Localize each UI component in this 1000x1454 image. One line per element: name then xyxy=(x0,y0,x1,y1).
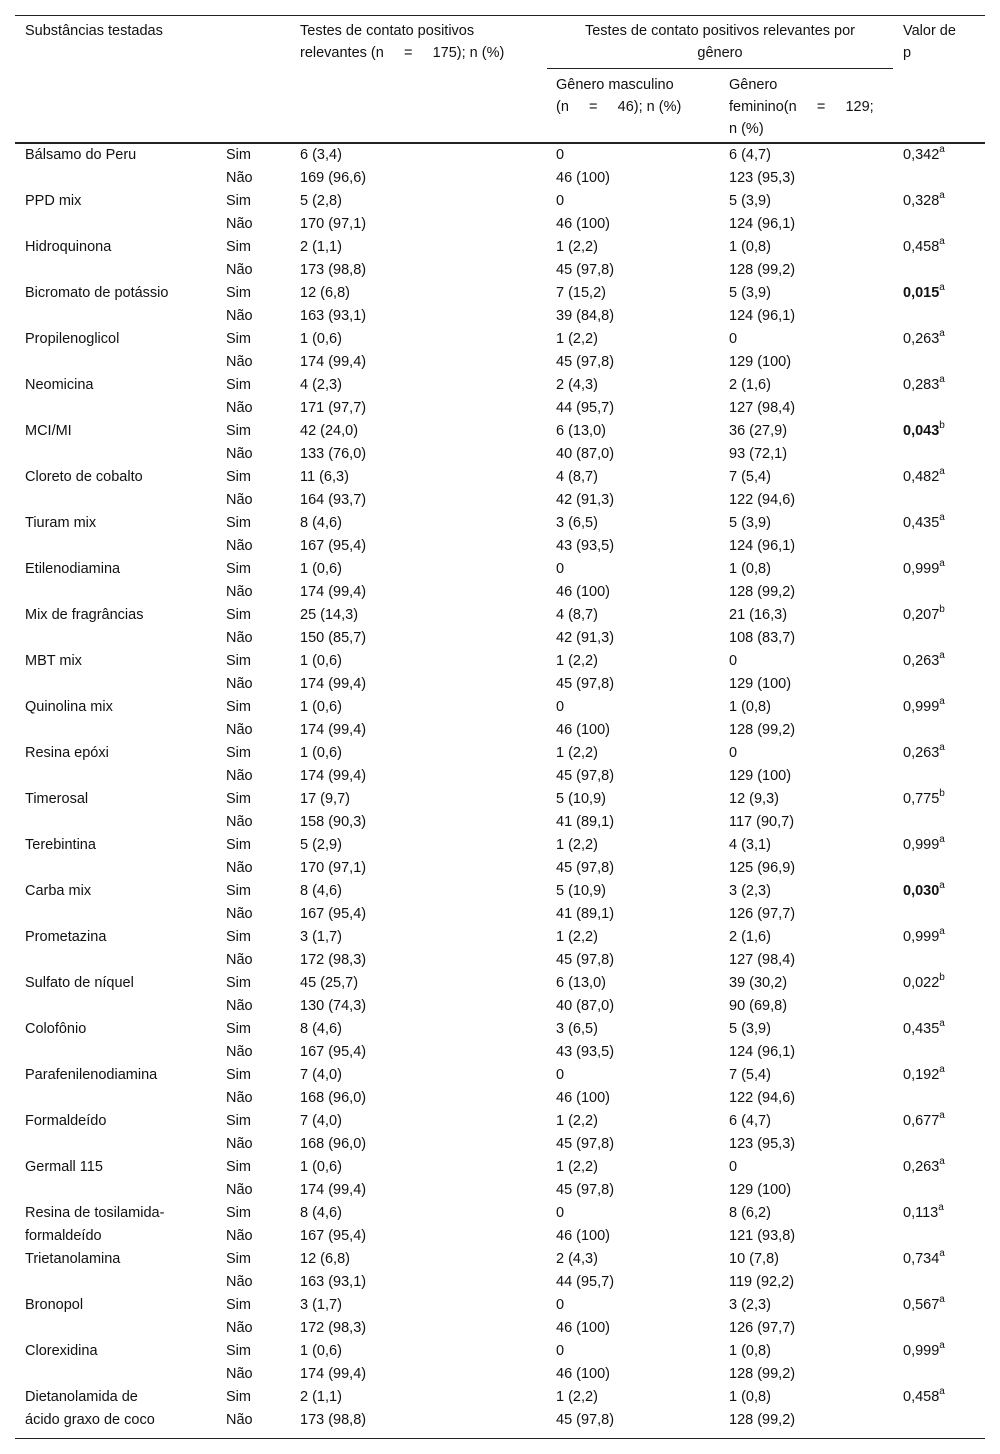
substance-name: Resina de tosilamida- formaldeído xyxy=(25,1205,165,1244)
table-row xyxy=(0,972,1000,1018)
female-values: 2 (1,6) 127 (98,4) xyxy=(729,377,796,416)
table-row xyxy=(0,558,1000,604)
male-values: 2 (4,3) 44 (95,7) xyxy=(556,1251,615,1290)
p-value: 0,113$^a$ xyxy=(903,1202,944,1221)
answer-labels: Sim Não xyxy=(226,607,253,646)
table-row xyxy=(0,1340,1000,1386)
table-row xyxy=(0,236,1000,282)
female-values: 5 (3,9) 124 (96,1) xyxy=(729,1021,796,1060)
female-values: 5 (3,9) 124 (96,1) xyxy=(729,193,796,232)
p-value: 0,263$^a$ xyxy=(903,1156,945,1175)
table-row xyxy=(0,1202,1000,1248)
table-row xyxy=(0,190,1000,236)
answer-labels: Sim Não xyxy=(226,1021,253,1060)
header-group-rule xyxy=(547,68,893,69)
female-values: 6 (4,7) 123 (95,3) xyxy=(729,147,796,186)
female-values: 0 129 (100) xyxy=(729,331,792,370)
male-values: 3 (6,5) 43 (93,5) xyxy=(556,515,615,554)
table-row xyxy=(0,880,1000,926)
substance-name: Neomicina xyxy=(25,377,94,393)
p-value: 0,567$^a$ xyxy=(903,1294,945,1313)
female-values: 1 (0,8) 128 (99,2) xyxy=(729,1389,796,1428)
substance-name: Quinolina mix xyxy=(25,699,113,715)
substance-name: Bronopol xyxy=(25,1297,84,1313)
header-female: Gênero feminino(n = 129; n (%) xyxy=(729,77,874,137)
p-value: 0,482$^a$ xyxy=(903,466,945,485)
male-values: 0 46 (100) xyxy=(556,193,611,232)
table-top-rule xyxy=(15,15,985,16)
total-values: 45 (25,7) 130 (74,3) xyxy=(300,975,367,1014)
table-row xyxy=(0,282,1000,328)
female-values: 1 (0,8) 128 (99,2) xyxy=(729,1343,796,1382)
p-value: 0,263$^a$ xyxy=(903,742,945,761)
total-values: 6 (3,4) 169 (96,6) xyxy=(300,147,367,186)
total-values: 4 (2,3) 171 (97,7) xyxy=(300,377,367,416)
female-values: 21 (16,3) 108 (83,7) xyxy=(729,607,796,646)
female-values: 1 (0,8) 128 (99,2) xyxy=(729,239,796,278)
table-row xyxy=(0,834,1000,880)
total-values: 7 (4,0) 168 (96,0) xyxy=(300,1113,367,1152)
male-values: 1 (2,2) 45 (97,8) xyxy=(556,745,615,784)
male-values: 5 (10,9) 41 (89,1) xyxy=(556,791,615,830)
header-total: Testes de contato positivos relevantes (n = 175); n (%) xyxy=(300,23,505,61)
substance-name: Bicromato de potássio xyxy=(25,285,169,301)
answer-labels: Sim Não xyxy=(226,745,253,784)
total-values: 5 (2,8) 170 (97,1) xyxy=(300,193,367,232)
total-values: 3 (1,7) 172 (98,3) xyxy=(300,1297,367,1336)
female-values: 0 129 (100) xyxy=(729,1159,792,1198)
substance-name: Formaldeído xyxy=(25,1113,107,1129)
table-row xyxy=(0,1294,1000,1340)
table-row xyxy=(0,512,1000,558)
table-row xyxy=(0,604,1000,650)
total-values: 7 (4,0) 168 (96,0) xyxy=(300,1067,367,1106)
male-values: 7 (15,2) 39 (84,8) xyxy=(556,285,615,324)
answer-labels: Sim Não xyxy=(226,1067,253,1106)
answer-labels: Sim Não xyxy=(226,1343,253,1382)
table-row xyxy=(0,1064,1000,1110)
female-values: 12 (9,3) 117 (90,7) xyxy=(729,791,795,830)
substance-name: Cloreto de cobalto xyxy=(25,469,143,485)
substance-name: Prometazina xyxy=(25,929,107,945)
p-value: 0,207$^b$ xyxy=(903,604,945,623)
answer-labels: Sim Não xyxy=(226,929,253,968)
table-row xyxy=(0,650,1000,696)
substance-name: Clorexidina xyxy=(25,1343,98,1359)
male-values: 1 (2,2) 45 (97,8) xyxy=(556,837,615,876)
table-row xyxy=(0,466,1000,512)
answer-labels: Sim Não xyxy=(226,469,253,508)
substance-name: Resina epóxi xyxy=(25,745,109,761)
total-values: 1 (0,6) 174 (99,4) xyxy=(300,561,367,600)
answer-labels: Sim Não xyxy=(226,423,253,462)
total-values: 1 (0,6) 174 (99,4) xyxy=(300,1343,367,1382)
answer-labels: Sim Não xyxy=(226,653,253,692)
male-values: 1 (2,2) 45 (97,8) xyxy=(556,1113,615,1152)
p-value: 0,999$^a$ xyxy=(903,926,945,945)
total-values: 42 (24,0) 133 (76,0) xyxy=(300,423,367,462)
male-values: 0 46 (100) xyxy=(556,1343,611,1382)
p-value: 0,030$^a$ xyxy=(903,880,945,899)
total-values: 1 (0,6) 174 (99,4) xyxy=(300,331,367,370)
table-row xyxy=(0,1248,1000,1294)
table-row xyxy=(0,788,1000,834)
p-value: 0,458$^a$ xyxy=(903,1386,945,1405)
total-values: 12 (6,8) 163 (93,1) xyxy=(300,285,367,324)
p-value: 0,263$^a$ xyxy=(903,650,945,669)
table-bottom-rule xyxy=(15,1438,985,1439)
substance-name: Etilenodiamina xyxy=(25,561,121,577)
female-values: 1 (0,8) 128 (99,2) xyxy=(729,561,796,600)
substance-name: Timerosal xyxy=(25,791,89,807)
p-value: 0,435$^a$ xyxy=(903,512,945,531)
female-values: 1 (0,8) 128 (99,2) xyxy=(729,699,796,738)
female-values: 7 (5,4) 122 (94,6) xyxy=(729,469,796,508)
male-values: 0 46 (100) xyxy=(556,1067,611,1106)
female-values: 39 (30,2) 90 (69,8) xyxy=(729,975,788,1014)
substance-name: MBT mix xyxy=(25,653,82,669)
male-values: 6 (13,0) 40 (87,0) xyxy=(556,975,615,1014)
male-values: 1 (2,2) 45 (97,8) xyxy=(556,239,615,278)
answer-labels: Sim Não xyxy=(226,1159,253,1198)
male-values: 3 (6,5) 43 (93,5) xyxy=(556,1021,615,1060)
table-row xyxy=(0,1018,1000,1064)
female-values: 5 (3,9) 124 (96,1) xyxy=(729,515,796,554)
female-values: 6 (4,7) 123 (95,3) xyxy=(729,1113,796,1152)
female-values: 36 (27,9) 93 (72,1) xyxy=(729,423,788,462)
female-values: 0 129 (100) xyxy=(729,653,792,692)
substance-name: Trietanolamina xyxy=(25,1251,121,1267)
substance-name: Sulfato de níquel xyxy=(25,975,134,991)
answer-labels: Sim Não xyxy=(226,1297,253,1336)
table-row xyxy=(0,374,1000,420)
male-values: 0 46 (100) xyxy=(556,561,611,600)
p-value: 0,999$^a$ xyxy=(903,1340,945,1359)
substance-name: Colofônio xyxy=(25,1021,87,1037)
male-values: 0 46 (100) xyxy=(556,1297,611,1336)
header-male: Gênero masculino (n = 46); n (%) xyxy=(556,77,682,115)
p-value: 0,342$^a$ xyxy=(903,144,945,163)
header-substances: Substâncias testadas xyxy=(25,23,163,39)
total-values: 5 (2,9) 170 (97,1) xyxy=(300,837,367,876)
total-values: 2 (1,1) 173 (98,8) xyxy=(300,1389,367,1428)
p-value: 0,192$^a$ xyxy=(903,1064,945,1083)
male-values: 4 (8,7) 42 (91,3) xyxy=(556,469,615,508)
p-value: 0,022$^b$ xyxy=(903,972,945,991)
header-p-value: Valor de p xyxy=(903,23,956,61)
substance-name: Mix de fragrâncias xyxy=(25,607,144,623)
male-values: 6 (13,0) 40 (87,0) xyxy=(556,423,615,462)
total-values: 12 (6,8) 163 (93,1) xyxy=(300,1251,367,1290)
table-row xyxy=(0,420,1000,466)
answer-labels: Sim Não xyxy=(226,1205,253,1244)
p-value: 0,775$^b$ xyxy=(903,788,945,807)
answer-labels: Sim Não xyxy=(226,515,253,554)
p-value: 0,328$^a$ xyxy=(903,190,945,209)
female-values: 4 (3,1) 125 (96,9) xyxy=(729,837,796,876)
answer-labels: Sim Não xyxy=(226,1389,253,1428)
total-values: 1 (0,6) 174 (99,4) xyxy=(300,1159,367,1198)
p-value: 0,999$^a$ xyxy=(903,558,945,577)
total-values: 1 (0,6) 174 (99,4) xyxy=(300,653,367,692)
substance-name: PPD mix xyxy=(25,193,82,209)
male-values: 2 (4,3) 44 (95,7) xyxy=(556,377,615,416)
female-values: 5 (3,9) 124 (96,1) xyxy=(729,285,796,324)
p-value: 0,263$^a$ xyxy=(903,328,945,347)
male-values: 0 46 (100) xyxy=(556,1205,611,1244)
table-row xyxy=(0,1386,1000,1432)
answer-labels: Sim Não xyxy=(226,1113,253,1152)
female-values: 2 (1,6) 127 (98,4) xyxy=(729,929,796,968)
total-values: 2 (1,1) 173 (98,8) xyxy=(300,239,367,278)
answer-labels: Sim Não xyxy=(226,239,253,278)
p-value: 0,458$^a$ xyxy=(903,236,945,255)
substance-name: MCI/MI xyxy=(25,423,72,439)
substance-name: Carba mix xyxy=(25,883,92,899)
male-values: 1 (2,2) 45 (97,8) xyxy=(556,1159,615,1198)
answer-labels: Sim Não xyxy=(226,377,253,416)
total-values: 1 (0,6) 174 (99,4) xyxy=(300,745,367,784)
female-values: 10 (7,8) 119 (92,2) xyxy=(729,1251,795,1290)
answer-labels: Sim Não xyxy=(226,975,253,1014)
answer-labels: Sim Não xyxy=(226,883,253,922)
table-row xyxy=(0,1110,1000,1156)
male-values: 0 46 (100) xyxy=(556,699,611,738)
male-values: 5 (10,9) 41 (89,1) xyxy=(556,883,615,922)
answer-labels: Sim Não xyxy=(226,791,253,830)
female-values: 0 129 (100) xyxy=(729,745,792,784)
p-value: 0,435$^a$ xyxy=(903,1018,945,1037)
answer-labels: Sim Não xyxy=(226,331,253,370)
female-values: 3 (2,3) 126 (97,7) xyxy=(729,1297,796,1336)
p-value: 0,734$^a$ xyxy=(903,1248,945,1267)
table-row xyxy=(0,1156,1000,1202)
answer-labels: Sim Não xyxy=(226,561,253,600)
total-values: 3 (1,7) 172 (98,3) xyxy=(300,929,367,968)
total-values: 25 (14,3) 150 (85,7) xyxy=(300,607,367,646)
answer-labels: Sim Não xyxy=(226,285,253,324)
male-values: 1 (2,2) 45 (97,8) xyxy=(556,1389,615,1428)
p-value: 0,043$^b$ xyxy=(903,420,945,439)
substance-name: Bálsamo do Peru xyxy=(25,147,137,163)
p-value: 0,283$^a$ xyxy=(903,374,945,393)
answer-labels: Sim Não xyxy=(226,193,253,232)
female-values: 8 (6,2) 121 (93,8) xyxy=(729,1205,796,1244)
answer-labels: Sim Não xyxy=(226,147,253,186)
table-row xyxy=(0,742,1000,788)
male-values: 1 (2,2) 45 (97,8) xyxy=(556,331,615,370)
male-values: 4 (8,7) 42 (91,3) xyxy=(556,607,615,646)
p-value: 0,015$^a$ xyxy=(903,282,945,301)
total-values: 11 (6,3) 164 (93,7) xyxy=(300,469,367,508)
table-row xyxy=(0,926,1000,972)
substance-name: Hidroquinona xyxy=(25,239,112,255)
header-gender-group: Testes de contato positivos relevantes por gênero xyxy=(584,23,855,61)
answer-labels: Sim Não xyxy=(226,699,253,738)
substance-name: Tiuram mix xyxy=(25,515,97,531)
female-values: 7 (5,4) 122 (94,6) xyxy=(729,1067,796,1106)
total-values: 8 (4,6) 167 (95,4) xyxy=(300,515,367,554)
table-row xyxy=(0,696,1000,742)
total-values: 17 (9,7) 158 (90,3) xyxy=(300,791,367,830)
p-value: 0,999$^a$ xyxy=(903,834,945,853)
total-values: 8 (4,6) 167 (95,4) xyxy=(300,1021,367,1060)
female-values: 3 (2,3) 126 (97,7) xyxy=(729,883,796,922)
total-values: 8 (4,6) 167 (95,4) xyxy=(300,1205,367,1244)
male-values: 0 46 (100) xyxy=(556,147,611,186)
total-values: 1 (0,6) 174 (99,4) xyxy=(300,699,367,738)
table-row xyxy=(0,328,1000,374)
p-value: 0,999$^a$ xyxy=(903,696,945,715)
answer-labels: Sim Não xyxy=(226,837,253,876)
answer-labels: Sim Não xyxy=(226,1251,253,1290)
total-values: 8 (4,6) 167 (95,4) xyxy=(300,883,367,922)
substance-name: Dietanolamida de ácido graxo de coco xyxy=(25,1389,155,1428)
p-value: 0,677$^a$ xyxy=(903,1110,945,1129)
male-values: 1 (2,2) 45 (97,8) xyxy=(556,653,615,692)
substance-name: Propilenoglicol xyxy=(25,331,120,347)
male-values: 1 (2,2) 45 (97,8) xyxy=(556,929,615,968)
table-row xyxy=(0,144,1000,190)
substance-name: Terebintina xyxy=(25,837,96,853)
substance-name: Parafenilenodiamina xyxy=(25,1067,158,1083)
substance-name: Germall 115 xyxy=(25,1159,103,1175)
